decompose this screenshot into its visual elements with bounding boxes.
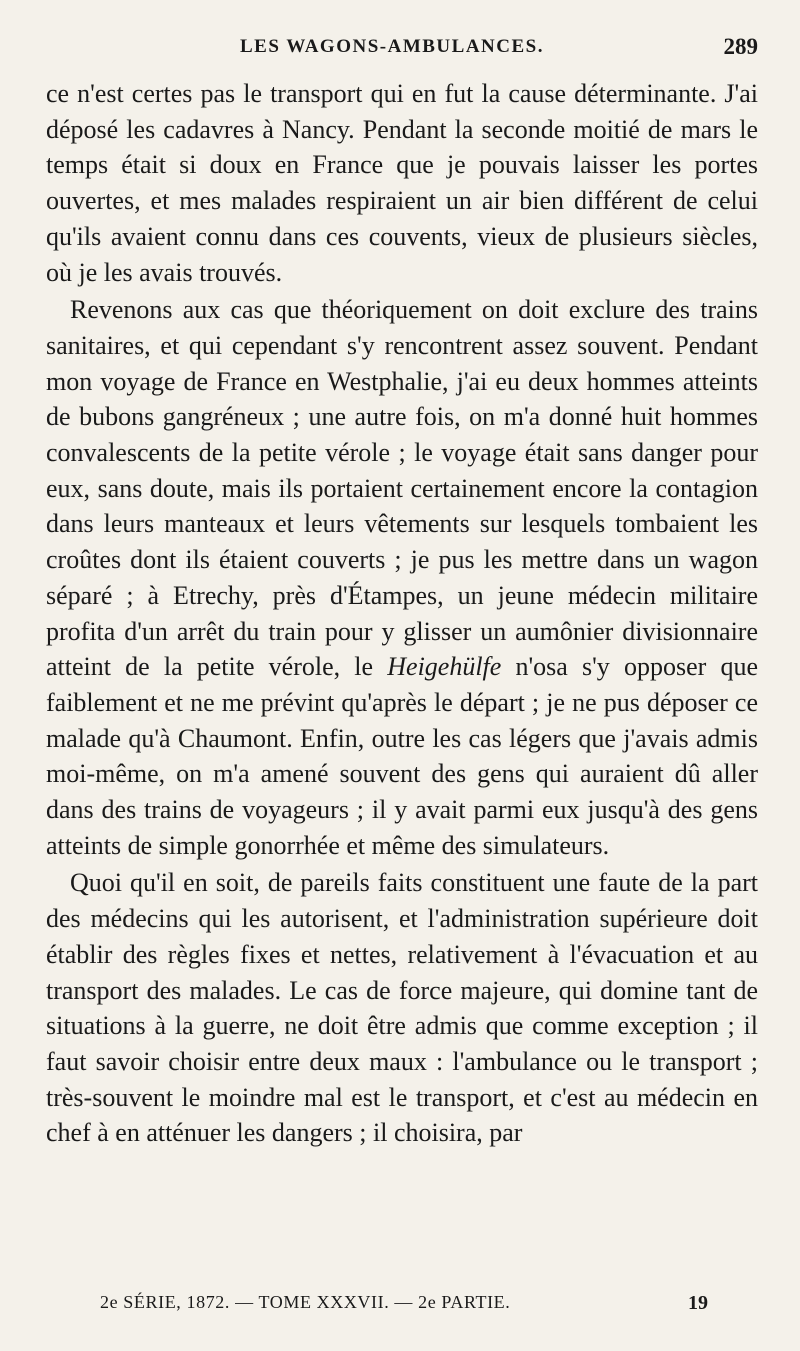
body-text bbox=[46, 76, 758, 1151]
running-head bbox=[46, 28, 758, 68]
paragraph-2-text: Revenons aux cas que théoriquement on doit exclure des trains sanitaires, et qui cependant s'y rencontrent assez souvent. Pendant mon voyage de France en Westphalie, j'ai eu deux hommes atteints de bubons gangréneux ; une autre fois, on m'a donné huit hommes convalescents de la petite vérole ; le voyage était sans danger pour eux, sans doute, mais ils portaient certainement encore la contagion dans leurs manteaux et leurs vêtements sur lesquels tombaient les croûtes dont ils étaient couverts ; je pus les mettre dans un wagon séparé ; à Etrechy, près d'Étampes, un jeune médecin militaire profita d'un arrêt du train pour y glisser un aumônier divisionnaire atteint de la petite vérole, le bbox=[46, 295, 758, 682]
running-title: LES WAGONS-AMBULANCES. bbox=[240, 36, 544, 57]
sheet-number: 19 bbox=[688, 1292, 708, 1314]
page-footer bbox=[100, 1292, 758, 1322]
footer-signature: 2e SÉRIE, 1872. — TOME XXXVII. — 2e PARTIE. bbox=[100, 1292, 511, 1312]
paragraph-3 bbox=[46, 865, 758, 1151]
paragraph-1-text: ce n'est certes pas le transport qui en fut la cause déterminante. J'ai déposé les cadavres à Nancy. Pendant la seconde moitié de mars le temps était si doux en France que je pouvais laisser les portes ouvertes, et mes malades respiraient un air bien différent de celui qu'ils avaient connu dans ces couvents, vieux de plusieurs siècles, où je les avais trouvés. bbox=[46, 79, 758, 287]
paragraph-1 bbox=[46, 76, 758, 290]
italic-term: Heigehülfe bbox=[387, 652, 502, 682]
paragraph-2-text-after: n'osa s'y opposer que faiblement et ne me prévint qu'après le départ ; je ne pus déposer ce malade qu'à Chaumont. Enfin, outre les cas légers que j'avais admis moi-même, on m'a amené souvent des gens qui auraient dû aller dans des trains de voyageurs ; il y avait parmi eux jusqu'à des gens atteints de simple gonorrhée et même des simulateurs. bbox=[46, 652, 758, 860]
paragraph-3-text: Quoi qu'il en soit, de pareils faits constituent une faute de la part des médecins qui les autorisent, et l'administration supérieure doit établir des règles fixes et nettes, relativement à l'évacuation et au transport des malades. Le cas de force majeure, qui domine tant de situations à la guerre, ne doit être admis que comme exception ; il faut savoir choisir entre deux maux : l'ambulance ou le transport ; très-souvent le moindre mal est le transport, et c'est au médecin en chef à en atténuer les dangers ; il choisira, par bbox=[46, 868, 758, 1148]
page-number: 289 bbox=[723, 34, 758, 59]
paragraph-2 bbox=[46, 292, 758, 863]
